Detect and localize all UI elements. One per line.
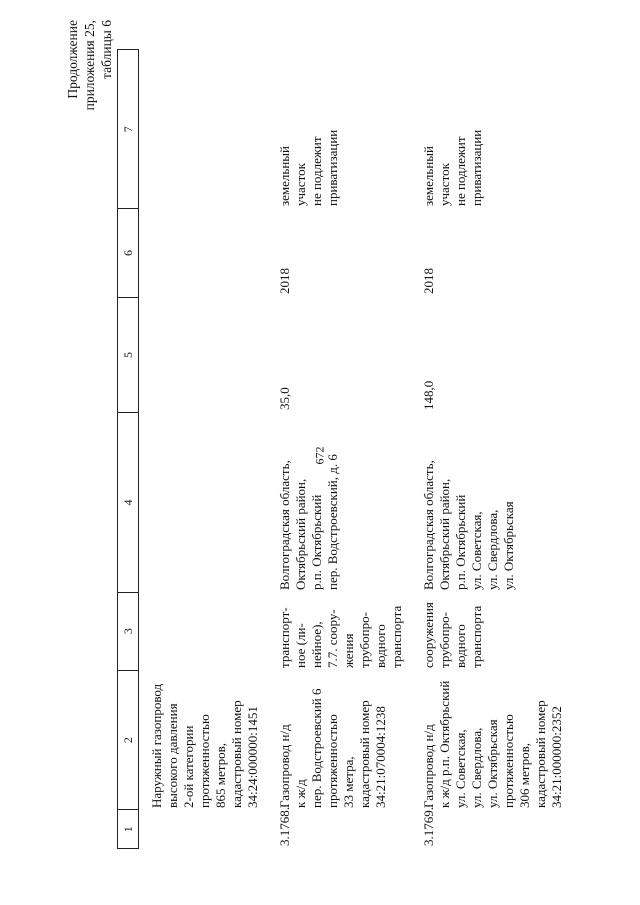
note-cell [419, 49, 569, 209]
address-cell-line: р.п. Октябрьский [309, 494, 324, 590]
header-col-1: 1 [118, 810, 138, 849]
address-cell-line: ул. Октябрьская [501, 501, 516, 590]
address-cell-line: Волгоградская область, [421, 460, 436, 590]
address-cell-line: р.п. Октябрьский [453, 494, 468, 590]
object-type-cell-line: водного [373, 624, 388, 668]
object-name-cell-line: 34:21:000000:2352 [549, 706, 564, 808]
object-name-cell-line: Газопровод н/д [277, 724, 292, 808]
year-cell [147, 209, 265, 297]
continuation-line-2: таблицы 6 [99, 20, 114, 79]
object-type-cell-line: сооружения [421, 602, 436, 668]
object-name-cell-line: ул. Октябрьская [485, 719, 500, 808]
object-name-cell-line: ул. Советская, [453, 729, 468, 808]
object-name-cell-line: к ж/д [293, 779, 308, 808]
note-cell-line: не подлежит [453, 136, 468, 206]
address-cell-line: ул. Свердлова, [485, 509, 500, 590]
address-cell-line: Октябрьский район, [293, 478, 308, 590]
object-type-cell-line: 7.7. соору- [325, 609, 340, 668]
object-type-cell-line: жения [341, 633, 356, 668]
object-name-cell-line: 34:21:070004:1238 [373, 706, 388, 808]
object-name-cell-line: к ж/д р.п. Октябрьский [437, 680, 452, 808]
object-name-cell-line: ул. Свердлова, [469, 727, 484, 808]
address-cell [419, 413, 569, 593]
object-name-cell-line: пер. Водстроевский 6 [309, 688, 324, 808]
object-name-cell-line: Наружный газопровод [149, 683, 164, 808]
header-col-3: 3 [118, 593, 138, 671]
object-name-cell-line: Газопровод н/д [421, 724, 436, 808]
object-name-cell-line: протяженностью [501, 714, 516, 808]
note-cell-line: приватизации [469, 129, 484, 206]
row-number-cell: 3.1769. [421, 807, 436, 846]
page-number: 672 [312, 446, 327, 465]
row-number-cell [147, 811, 265, 849]
header-col-4: 4 [118, 413, 138, 592]
object-type-cell-line: транспорт- [277, 607, 292, 668]
object-name-cell-line: 306 метров, [517, 743, 532, 808]
object-type-cell-line: трубопро- [357, 612, 372, 668]
object-name-cell [275, 671, 409, 811]
address-cell-line: пер. Водстроевский, д. 6 [325, 454, 340, 590]
address-cell-line: Волгоградская область, [277, 460, 292, 590]
object-name-cell [147, 671, 265, 811]
note-cell-line: земельный [277, 146, 292, 206]
object-type-cell-line: нейное), [309, 621, 324, 668]
object-name-cell-line: 2-ой категории [181, 725, 196, 808]
object-name-cell-line: кадастровый номер [357, 700, 372, 808]
object-type-cell-line: водного [453, 624, 468, 668]
object-type-cell-line: трубопро- [437, 612, 452, 668]
note-cell-line: не подлежит [309, 136, 324, 206]
address-cell [147, 413, 265, 593]
table-header [117, 49, 139, 849]
object-name-cell-line: протяженностью [197, 714, 212, 808]
property-table [117, 49, 569, 849]
object-name-cell-line: протяженностью [325, 714, 340, 808]
object-type-cell [147, 593, 265, 671]
header-col-6: 6 [118, 209, 138, 297]
table-row [419, 49, 569, 849]
object-name-cell-line: высокого давления [165, 703, 180, 808]
note-cell [147, 49, 265, 209]
year-cell: 2018 [277, 268, 292, 294]
note-cell [275, 49, 409, 209]
header-col-7: 7 [118, 49, 138, 209]
area-cell [147, 297, 265, 413]
continuation-line-1: Продолжение приложения 25, [65, 20, 97, 111]
area-cell: 148,0 [421, 380, 436, 410]
table-row [147, 49, 265, 849]
address-cell-line: ул. Советская, [469, 511, 484, 590]
object-name-cell-line: 865 метров, [213, 743, 228, 808]
note-cell-line: земельный [421, 146, 436, 206]
area-cell: 35,0 [277, 387, 292, 410]
table-body [147, 49, 569, 849]
object-type-cell-line: ное (ли- [293, 623, 308, 668]
note-cell-line: приватизации [325, 129, 340, 206]
object-name-cell-line: кадастровый номер [229, 700, 244, 808]
note-cell-line: участок [293, 163, 308, 206]
object-name-cell-line: 34:24:000000:1451 [245, 706, 260, 808]
address-cell [275, 413, 409, 593]
object-name-cell-line: 33 метра, [341, 756, 356, 808]
header-col-2: 2 [118, 671, 138, 811]
table-row [275, 49, 409, 849]
object-type-cell [419, 593, 569, 671]
object-name-cell [419, 671, 569, 811]
object-type-cell-line: транспорта [389, 605, 404, 668]
address-cell-line: Октябрьский район, [437, 478, 452, 590]
object-type-cell-line: транспорта [469, 605, 484, 668]
note-cell-line: участок [437, 163, 452, 206]
continuation-note [64, 20, 115, 160]
object-name-cell-line: кадастровый номер [533, 700, 548, 808]
header-col-5: 5 [118, 298, 138, 414]
row-number-cell: 3.1768. [277, 807, 292, 846]
year-cell: 2018 [421, 268, 436, 294]
object-type-cell [275, 593, 409, 671]
